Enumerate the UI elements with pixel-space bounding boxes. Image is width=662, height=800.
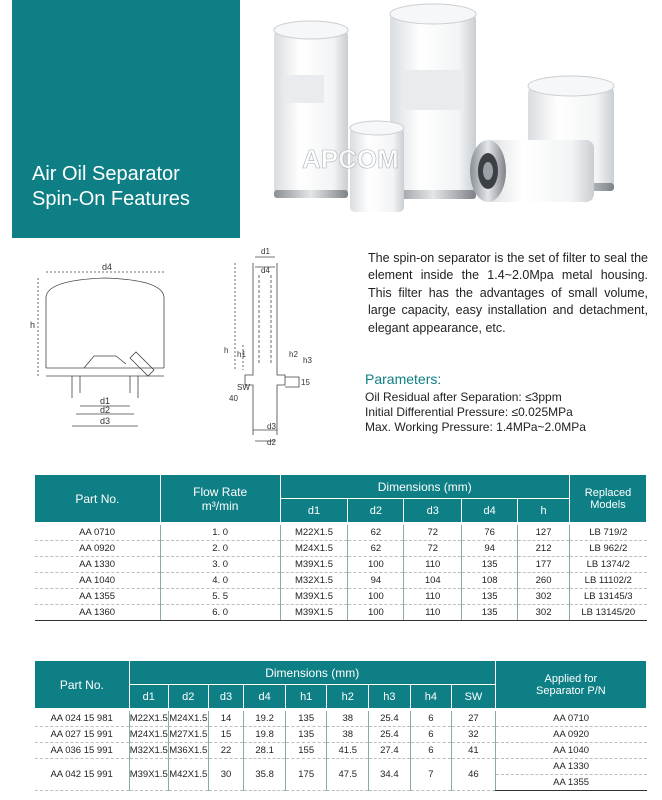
- cell-part: AA 036 15 991: [35, 743, 130, 759]
- dim-d2: d2: [100, 405, 111, 415]
- cell-h2: 38: [327, 727, 369, 743]
- cell-d3: 15: [208, 727, 244, 743]
- col-d4: d4: [244, 685, 286, 709]
- cell-sw: 32: [452, 727, 496, 743]
- cell-part: AA 027 15 991: [35, 727, 130, 743]
- cell-replaced: LB 11102/2: [570, 573, 647, 589]
- col-d1: d1: [129, 685, 168, 709]
- parameters-title: Parameters:: [365, 371, 442, 387]
- cell-d1: M24X1.5: [129, 727, 168, 743]
- cell-h2: 47.5: [327, 759, 369, 791]
- table-row: [35, 727, 647, 743]
- col-d3: d3: [404, 499, 462, 523]
- cell-d3: 22: [208, 743, 244, 759]
- product-photo: [262, 0, 657, 225]
- cell-d2: 62: [348, 525, 404, 541]
- cell-flow: 1. 0: [160, 525, 280, 541]
- cell-d4: 28.1: [244, 743, 286, 759]
- cell-d4: 35.8: [244, 759, 286, 791]
- page-title: [32, 162, 190, 212]
- separator-table: [34, 474, 647, 621]
- dim-d3: d3: [100, 416, 111, 426]
- dim-b-h2: h2: [289, 350, 298, 359]
- col-part-no: Part No.: [35, 661, 130, 709]
- cell-d1: M39X1.5: [280, 589, 348, 605]
- cell-h: 302: [518, 605, 570, 621]
- dim-b-d4: d4: [261, 266, 270, 275]
- cell-part: AA 0710: [35, 525, 161, 541]
- dim-d4: d4: [102, 262, 113, 272]
- cell-h3: 27.4: [369, 743, 411, 759]
- cell-d3: 110: [404, 557, 462, 573]
- applied-line-2: Separator P/N: [536, 684, 606, 697]
- title-line-1: Air Oil Separator: [32, 163, 180, 185]
- cell-part: AA 024 15 981: [35, 711, 130, 727]
- cell-replaced: LB 1374/2: [570, 557, 647, 573]
- cell-h1: 135: [285, 727, 327, 743]
- adapter-drawing: [215, 245, 325, 445]
- adapter-table: [34, 660, 647, 791]
- cell-d2: 100: [348, 589, 404, 605]
- col-d1: d1: [280, 499, 348, 523]
- table-row: [35, 525, 647, 541]
- cell-part: AA 1360: [35, 605, 161, 621]
- cell-h: 127: [518, 525, 570, 541]
- cell-h1: 155: [285, 743, 327, 759]
- cell-h1: 175: [285, 759, 327, 791]
- cell-d4: 19.2: [244, 711, 286, 727]
- cell-flow: 5. 5: [160, 589, 280, 605]
- applied-line-1: Applied for: [544, 672, 598, 685]
- col-sw: SW: [452, 685, 496, 709]
- title-line-2: Spin-On Features: [32, 188, 190, 210]
- cell-part: AA 1355: [35, 589, 161, 605]
- cell-part: AA 1040: [35, 573, 161, 589]
- cell-d4: 135: [462, 557, 518, 573]
- cell-h2: 41.5: [327, 743, 369, 759]
- cell-d2: M42X1.5: [168, 759, 208, 791]
- cell-d1: M32X1.5: [280, 573, 348, 589]
- cell-d4: 19.8: [244, 727, 286, 743]
- cell-d3: 110: [404, 605, 462, 621]
- cell-h3: 25.4: [369, 727, 411, 743]
- dim-b-h1: h1: [237, 350, 246, 359]
- cell-h4: 7: [410, 759, 452, 791]
- cell-h4: 6: [410, 711, 452, 727]
- col-h3: h3: [369, 685, 411, 709]
- dim-b-d2: d2: [267, 438, 276, 445]
- col-replaced-models: Replaced Models: [570, 475, 647, 523]
- dim-b-h: h: [224, 346, 229, 355]
- cell-replaced: LB 719/2: [570, 525, 647, 541]
- cell-flow: 2. 0: [160, 541, 280, 557]
- description-text: The spin-on separator is the set of filter to seal the element inside the 1.4~2.0Mpa metal housing. This filter has the advantages of small volume, large capacity, easy installation and detachment, elegant appearance, etc.: [368, 251, 648, 335]
- col-h2: h2: [327, 685, 369, 709]
- cell-d2: M36X1.5: [168, 743, 208, 759]
- parameter-line: Oil Residual after Separation: ≤3ppm: [365, 390, 562, 404]
- cell-h4: 6: [410, 743, 452, 759]
- cell-d2: M24X1.5: [168, 711, 208, 727]
- parameter-line: Max. Working Pressure: 1.4MPa~2.0MPa: [365, 420, 586, 434]
- dim-b-h3: h3: [303, 356, 312, 365]
- col-h4: h4: [410, 685, 452, 709]
- cell-d2: 100: [348, 605, 404, 621]
- col-d4: d4: [462, 499, 518, 523]
- dim-b-40: 40: [229, 394, 238, 403]
- cell-h: 302: [518, 589, 570, 605]
- cell-flow: 4. 0: [160, 573, 280, 589]
- cell-d2: 94: [348, 573, 404, 589]
- table-row: [35, 557, 647, 573]
- cell-d4: 108: [462, 573, 518, 589]
- cell-h: 177: [518, 557, 570, 573]
- cell-d3: 72: [404, 541, 462, 557]
- cell-applied: AA 1330: [495, 759, 646, 775]
- cell-replaced: LB 962/2: [570, 541, 647, 557]
- cell-d3: 14: [208, 711, 244, 727]
- cell-replaced: LB 13145/20: [570, 605, 647, 621]
- cell-applied: AA 0710: [495, 711, 646, 727]
- table-row: [35, 759, 647, 775]
- table-row: [35, 541, 647, 557]
- watermark-text: APCOM: [302, 144, 399, 174]
- cell-h3: 34.4: [369, 759, 411, 791]
- cell-part: AA 042 15 991: [35, 759, 130, 791]
- cell-d1: M39X1.5: [129, 759, 168, 791]
- table-row: [35, 605, 647, 621]
- cell-d1: M22X1.5: [129, 711, 168, 727]
- cell-applied: AA 1355: [495, 775, 646, 791]
- cell-d1: M39X1.5: [280, 557, 348, 573]
- cell-h: 260: [518, 573, 570, 589]
- cell-d2: 62: [348, 541, 404, 557]
- col-dimensions: Dimensions (mm): [129, 661, 495, 685]
- cell-sw: 27: [452, 711, 496, 727]
- cell-sw: 41: [452, 743, 496, 759]
- cell-d3: 110: [404, 589, 462, 605]
- col-part-no: Part No.: [35, 475, 161, 523]
- col-d2: d2: [168, 685, 208, 709]
- cell-h: 212: [518, 541, 570, 557]
- cell-d1: M39X1.5: [280, 605, 348, 621]
- flow-rate-label: Flow Rate: [193, 484, 248, 499]
- cell-d1: M22X1.5: [280, 525, 348, 541]
- table-row: [35, 743, 647, 759]
- cell-h1: 135: [285, 711, 327, 727]
- cell-d4: 94: [462, 541, 518, 557]
- dim-h: h: [30, 320, 36, 330]
- table-row: [35, 711, 647, 727]
- cell-flow: 6. 0: [160, 605, 280, 621]
- cell-d3: 30: [208, 759, 244, 791]
- cell-d1: M24X1.5: [280, 541, 348, 557]
- cell-d1: M32X1.5: [129, 743, 168, 759]
- col-dimensions: Dimensions (mm): [280, 475, 570, 499]
- cell-flow: 3. 0: [160, 557, 280, 573]
- table-row: [35, 573, 647, 589]
- cell-d3: 72: [404, 525, 462, 541]
- table-row: [35, 589, 647, 605]
- parameter-line: Initial Differential Pressure: ≤0.025MPa: [365, 405, 573, 419]
- col-h1: h1: [285, 685, 327, 709]
- dim-b-sw: SW: [237, 383, 250, 392]
- col-flow-rate: [160, 475, 280, 523]
- dim-b-15: 15: [301, 378, 310, 387]
- cell-h3: 25.4: [369, 711, 411, 727]
- dim-b-d3: d3: [267, 422, 276, 431]
- cell-sw: 46: [452, 759, 496, 791]
- dim-b-d1: d1: [261, 247, 270, 256]
- cell-d4: 135: [462, 589, 518, 605]
- cell-replaced: LB 13145/3: [570, 589, 647, 605]
- separator-drawing: [30, 258, 180, 438]
- cell-d2: 100: [348, 557, 404, 573]
- cell-h2: 38: [327, 711, 369, 727]
- dim-d1: d1: [100, 396, 111, 406]
- col-d2: d2: [348, 499, 404, 523]
- cell-d2: M27X1.5: [168, 727, 208, 743]
- flow-rate-unit: m³/min: [201, 498, 239, 513]
- cell-applied: AA 1040: [495, 743, 646, 759]
- col-d3: d3: [208, 685, 244, 709]
- cell-h4: 6: [410, 727, 452, 743]
- cell-d4: 76: [462, 525, 518, 541]
- cell-d3: 104: [404, 573, 462, 589]
- col-applied-for: [495, 661, 646, 709]
- cell-part: AA 1330: [35, 557, 161, 573]
- col-h: h: [518, 499, 570, 523]
- cell-part: AA 0920: [35, 541, 161, 557]
- cell-d4: 135: [462, 605, 518, 621]
- cell-applied: AA 0920: [495, 727, 646, 743]
